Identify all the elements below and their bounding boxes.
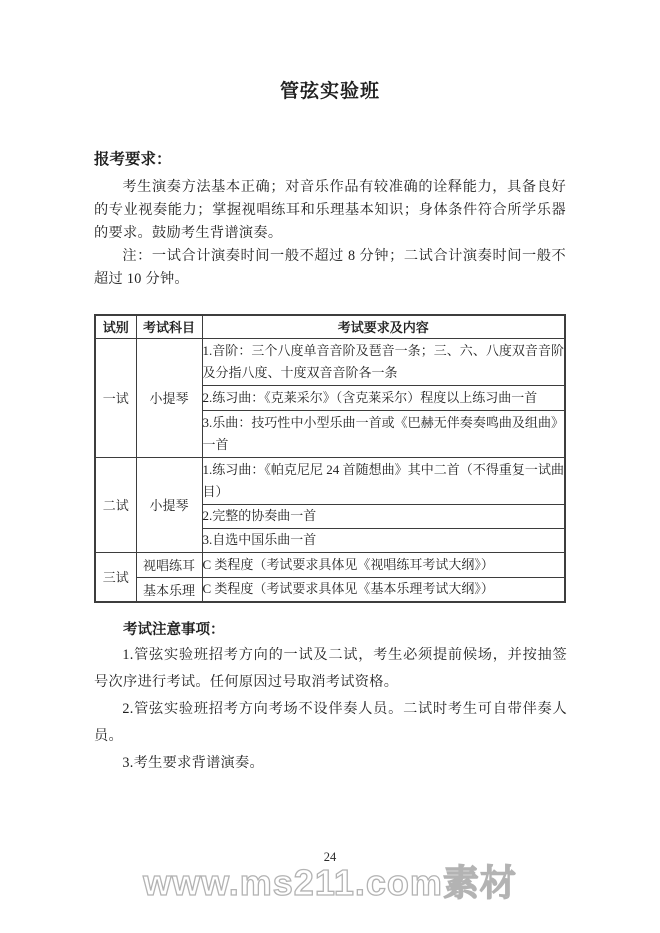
round-cell-test1: 一试 — [95, 338, 136, 457]
round-cell-test3: 三试 — [95, 552, 136, 602]
table-header-row — [95, 315, 565, 338]
note-item-3: 3.考生要求背谱演奏。 — [122, 755, 265, 771]
content-cell-test2-item1: 1.练习曲：《帕克尼尼 24 首随想曲》其中二首（不得重复一试曲目） — [202, 457, 565, 504]
content-cell-test2-item3: 3.自选中国乐曲一首 — [202, 528, 565, 552]
subject-cell-sightsinging: 视唱练耳 — [136, 552, 202, 577]
table-row — [95, 338, 565, 385]
requirements-time-note: 注：一试合计演奏时间一般不超过 8 分钟；二试合计演奏时间一般不超过 10 分钟。 — [94, 248, 566, 287]
requirements-heading: 报考要求： — [94, 151, 172, 168]
page-number: 24 — [323, 850, 337, 864]
notes-list — [94, 642, 567, 777]
content-cell-test1-item1: 1.音阶：三个八度单音音阶及琶音一条；三、六、八度双音音阶及分指八度、十度双音音阶各一条 — [202, 338, 565, 385]
notes-heading: 考试注意事项： — [123, 622, 225, 638]
content-cell-test1-item2: 2.练习曲：《克莱采尔》（含克莱采尔）程度以上练习曲一首 — [202, 385, 565, 410]
column-header-content: 考试要求及内容 — [202, 315, 565, 338]
table-row — [95, 577, 565, 602]
subject-cell-test1: 小提琴 — [136, 338, 202, 457]
watermark-text: www.ms211.com素材 — [143, 862, 517, 903]
note-item-1: 1.管弦实验班招考方向的一试及二试，考生必须提前候场，并按抽签号次序进行考试。任何原因过号取消考试资格。 — [94, 647, 567, 690]
note-item-2: 2.管弦实验班招考方向考场不设伴奏人员。二试时考生可自带伴奏人员。 — [94, 701, 567, 744]
content-cell-test2-item2: 2.完整的协奏曲一首 — [202, 504, 565, 528]
requirements-paragraph: 考生演奏方法基本正确；对音乐作品有较准确的诠释能力，具备良好的专业视奏能力；掌握视唱练耳和乐理基本知识；身体条件符合所学乐器的要求。鼓励考生背谱演奏。 — [94, 179, 566, 241]
content-cell-test1-item3: 3.乐曲：技巧性中小型乐曲一首或《巴赫无伴奏奏鸣曲及组曲》一首 — [202, 410, 565, 457]
column-header-subject: 考试科目 — [136, 315, 202, 338]
content-cell-sightsinging: C 类程度（考试要求具体见《视唱练耳考试大纲》） — [202, 552, 565, 577]
exam-requirements-table — [94, 314, 566, 603]
content-cell-theory: C 类程度（考试要求具体见《基本乐理考试大纲》） — [202, 577, 565, 602]
table-row — [95, 457, 565, 504]
subject-cell-test2: 小提琴 — [136, 457, 202, 552]
page-title: 管弦实验班 — [279, 81, 380, 102]
table-row — [95, 552, 565, 577]
round-cell-test2: 二试 — [95, 457, 136, 552]
column-header-round: 试别 — [95, 315, 136, 338]
subject-cell-theory: 基本乐理 — [136, 577, 202, 602]
